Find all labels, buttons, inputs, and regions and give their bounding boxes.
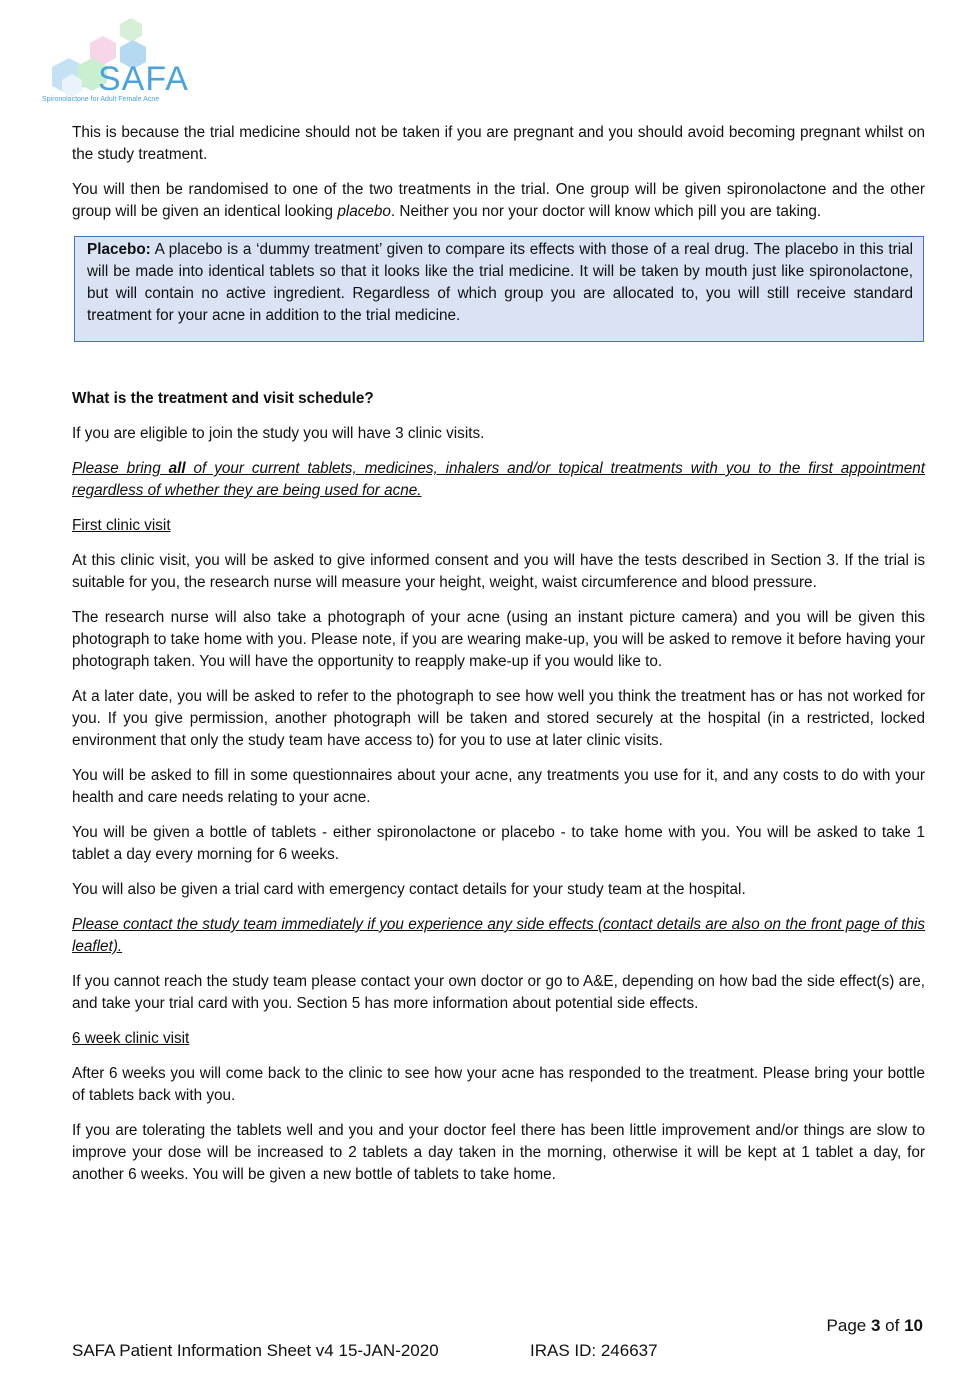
page-number — [827, 1316, 923, 1336]
paragraph: At a later date, you will be asked to refer to the photograph to see how well you think the treatment has or has not worked for you. If you give permission, another photograph will be taken and stored securely at the hospital (in a restricted, locked environment that only the study team have access to) for you to use at later clinic visits. — [72, 688, 925, 749]
safa-logo — [36, 14, 189, 106]
side-effects-note: Please contact the study team immediately if you experience any side effects (contact details are also on the front page of this leaflet). — [72, 916, 925, 955]
callout-body: A placebo is a ‘dummy treatment’ given to compare its effects with those of a real drug. The placebo in this trial will be made into identical tablets so that it looks like the trial medicine. It will be taken by mouth just like spironolactone, but will contain no active ingredient. Regardless of which group you are allocated to, you will still receive standard treatment for your acne in addition to the trial medicine. — [87, 241, 913, 324]
document-body — [72, 122, 925, 1199]
subheading-first-visit: First clinic visit — [72, 517, 171, 534]
paragraph: At this clinic visit, you will be asked to give informed consent and you will have the tests described in Section 3. If the trial is suitable for you, the research nurse will measure your height, weight, waist circumference and blood pressure. — [72, 552, 925, 591]
section-heading: What is the treatment and visit schedule? — [72, 390, 374, 407]
text-run: You will then be randomised to one of the two treatments in the trial. One group will be given spironolactone and the other group will be given an identical looking — [72, 181, 925, 220]
subheading-6-week-visit: 6 week clinic visit — [72, 1030, 190, 1047]
callout-text — [87, 239, 913, 327]
text-run: of your current tablets, medicines, inhalers and/or topical treatments with you to the first appointment regardless of whether they are being used for acne. — [72, 460, 925, 499]
page-prefix: Page — [826, 1316, 871, 1335]
page-of: of — [880, 1316, 905, 1335]
paragraph — [72, 179, 925, 223]
callout-label: Placebo: — [87, 241, 151, 258]
paragraph: If you are eligible to join the study you will have 3 clinic visits. — [72, 425, 485, 442]
text-run: . Neither you nor your doctor will know which pill you are taking. — [390, 203, 822, 220]
footer-document-id: SAFA Patient Information Sheet v4 15-JAN-2020 — [72, 1341, 439, 1360]
placebo-callout-box — [74, 236, 924, 342]
paragraph: You will be given a bottle of tablets - either spironolactone or placebo - to take home with you. You will be asked to take 1 tablet a day every morning for 6 weeks. — [72, 824, 925, 863]
page-current: 3 — [870, 1316, 881, 1335]
page-total: 10 — [904, 1316, 923, 1335]
subheading — [72, 1028, 925, 1050]
footer-iras-id: IRAS ID: 246637 — [530, 1341, 658, 1360]
logo-wordmark: SAFA — [98, 60, 189, 98]
paragraph: This is because the trial medicine should not be taken if you are pregnant and you should avoid becoming pregnant whilst on the study treatment. — [72, 124, 925, 163]
logo-tagline: Spironolactone for Adult Female Acne — [42, 96, 160, 103]
paragraph: If you are tolerating the tablets well and you and your doctor feel there has been little improvement and/or things are slow to improve your dose will be increased to 2 tablets a day taken in the morning, otherwise it will be kept at 1 tablet a day, for another 6 weeks. You will be given a new bottle of tablets to take home. — [72, 1122, 925, 1183]
placebo-term: placebo — [337, 203, 391, 220]
paragraph: You will also be given a trial card with emergency contact details for your study team at the hospital. — [72, 881, 746, 898]
text-run: Please bring — [72, 460, 169, 477]
paragraph: The research nurse will also take a photograph of your acne (using an instant picture camera) and you will be given this photograph to take home with you. Please note, if you are wearing make-up, you will be asked to remove it before having your photograph taken. You will have the opportunity to reapply make-up if you would like to. — [72, 609, 925, 670]
bring-medicines-note — [72, 458, 925, 502]
paragraph: If you cannot reach the study team please contact your own doctor or go to A&E, depending on how bad the side effect(s) are, and take your trial card with you. Section 5 has more information about potential side effects. — [72, 973, 925, 1012]
subheading — [72, 515, 925, 537]
emphasis: all — [168, 460, 186, 477]
paragraph: You will be asked to fill in some questionnaires about your acne, any treatments you use for it, and any costs to do with your health and care needs relating to your acne. — [72, 767, 925, 806]
paragraph: After 6 weeks you will come back to the clinic to see how your acne has responded to the treatment. Please bring your bottle of tablets back with you. — [72, 1065, 925, 1104]
